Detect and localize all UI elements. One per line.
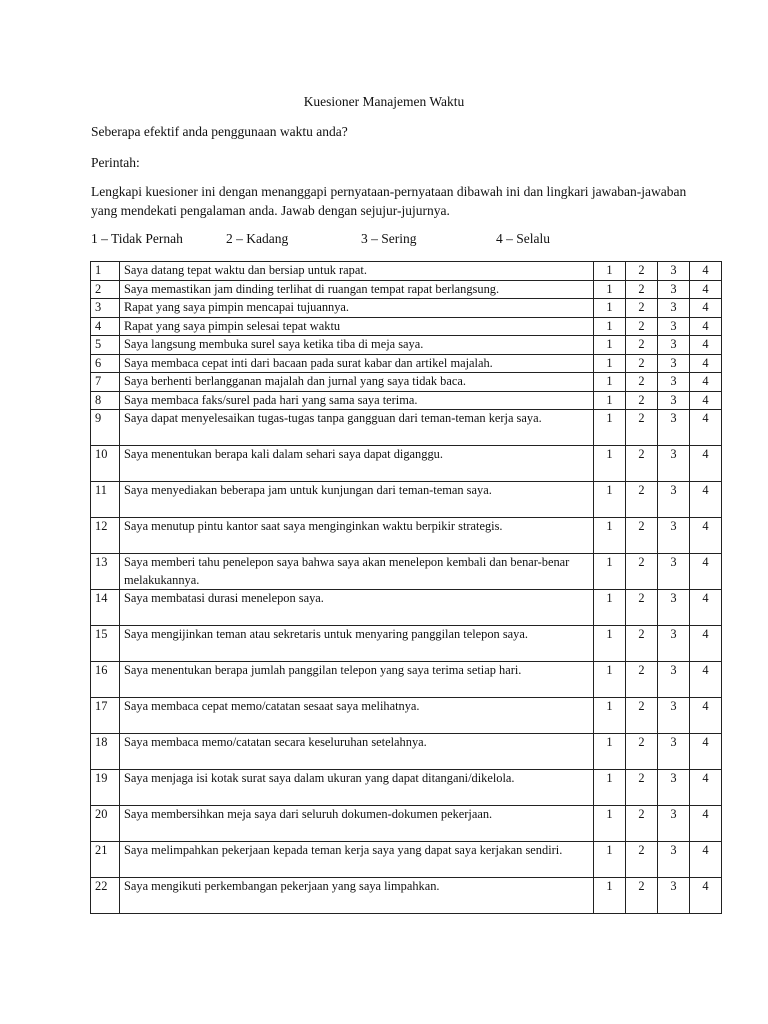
- table-row: [91, 446, 722, 482]
- rating-option-3[interactable]: 3: [658, 554, 690, 590]
- table-row: [91, 482, 722, 518]
- row-number: 17: [91, 698, 120, 734]
- rating-option-1[interactable]: 1: [594, 626, 626, 662]
- question-text: Seberapa efektif anda penggunaan waktu anda?: [91, 124, 348, 139]
- rating-option-4[interactable]: 4: [690, 518, 722, 554]
- table-row: [91, 734, 722, 770]
- rating-option-2[interactable]: 2: [626, 410, 658, 446]
- rating-option-1[interactable]: 1: [594, 842, 626, 878]
- rating-option-3[interactable]: 3: [658, 391, 690, 410]
- rating-option-2[interactable]: 2: [626, 482, 658, 518]
- rating-option-1[interactable]: 1: [594, 410, 626, 446]
- row-number: 2: [91, 280, 120, 299]
- table-row: [91, 299, 722, 318]
- row-number: 22: [91, 878, 120, 914]
- rating-option-2[interactable]: 2: [626, 554, 658, 590]
- table-row: [91, 280, 722, 299]
- rating-option-1[interactable]: 1: [594, 698, 626, 734]
- rating-option-4[interactable]: 4: [690, 554, 722, 590]
- rating-option-3[interactable]: 3: [658, 336, 690, 355]
- rating-option-3[interactable]: 3: [658, 590, 690, 626]
- row-number: 15: [91, 626, 120, 662]
- rating-option-3[interactable]: 3: [658, 410, 690, 446]
- rating-option-1[interactable]: 1: [594, 373, 626, 392]
- questionnaire-table: [90, 261, 722, 914]
- row-number: 10: [91, 446, 120, 482]
- row-number: 7: [91, 373, 120, 392]
- statement-text: Saya membatasi durasi menelepon saya.: [120, 590, 594, 626]
- statement-text: Saya memastikan jam dinding terlihat di ruangan tempat rapat berlangsung.: [120, 280, 594, 299]
- rating-option-3[interactable]: 3: [658, 662, 690, 698]
- rating-option-4[interactable]: 4: [690, 878, 722, 914]
- rating-option-3[interactable]: 3: [658, 698, 690, 734]
- statement-text: Saya memberi tahu penelepon saya bahwa saya akan menelepon kembali dan benar-benar melakukannya.: [120, 554, 594, 590]
- rating-option-4[interactable]: 4: [690, 626, 722, 662]
- row-number: 21: [91, 842, 120, 878]
- rating-option-3[interactable]: 3: [658, 518, 690, 554]
- table-row: [91, 554, 722, 590]
- rating-option-2[interactable]: 2: [626, 662, 658, 698]
- rating-option-3[interactable]: 3: [658, 262, 690, 281]
- rating-option-1[interactable]: 1: [594, 446, 626, 482]
- row-number: 14: [91, 590, 120, 626]
- row-number: 4: [91, 317, 120, 336]
- rating-option-4[interactable]: 4: [690, 662, 722, 698]
- statement-text: Saya membaca memo/catatan secara keseluruhan setelahnya.: [120, 734, 594, 770]
- rating-option-3[interactable]: 3: [658, 770, 690, 806]
- rating-option-3[interactable]: 3: [658, 626, 690, 662]
- rating-option-2[interactable]: 2: [626, 391, 658, 410]
- statement-text: Saya datang tepat waktu dan bersiap untuk rapat.: [120, 262, 594, 281]
- table-row: [91, 317, 722, 336]
- statement-text: Saya berhenti berlangganan majalah dan jurnal yang saya tidak baca.: [120, 373, 594, 392]
- rating-option-1[interactable]: 1: [594, 299, 626, 318]
- row-number: 1: [91, 262, 120, 281]
- rating-option-2[interactable]: 2: [626, 806, 658, 842]
- row-number: 18: [91, 734, 120, 770]
- rating-option-2[interactable]: 2: [626, 280, 658, 299]
- rating-option-4[interactable]: 4: [690, 336, 722, 355]
- rating-option-4[interactable]: 4: [690, 482, 722, 518]
- rating-option-4[interactable]: 4: [690, 299, 722, 318]
- statement-text: Saya menutup pintu kantor saat saya menginginkan waktu berpikir strategis.: [120, 518, 594, 554]
- statement-text: Saya menyediakan beberapa jam untuk kunjungan dari teman-teman saya.: [120, 482, 594, 518]
- rating-option-4[interactable]: 4: [690, 354, 722, 373]
- statement-text: Saya dapat menyelesaikan tugas-tugas tanpa gangguan dari teman-teman kerja saya.: [120, 410, 594, 446]
- rating-option-2[interactable]: 2: [626, 698, 658, 734]
- row-number: 16: [91, 662, 120, 698]
- rating-option-3[interactable]: 3: [658, 446, 690, 482]
- rating-option-1[interactable]: 1: [594, 554, 626, 590]
- rating-option-1[interactable]: 1: [594, 734, 626, 770]
- rating-option-2[interactable]: 2: [626, 262, 658, 281]
- rating-option-2[interactable]: 2: [626, 770, 658, 806]
- statement-text: Saya langsung membuka surel saya ketika tiba di meja saya.: [120, 336, 594, 355]
- table-row: [91, 410, 722, 446]
- rating-option-2[interactable]: 2: [626, 446, 658, 482]
- table-row: [91, 518, 722, 554]
- row-number: 13: [91, 554, 120, 590]
- statement-text: Rapat yang saya pimpin selesai tepat waktu: [120, 317, 594, 336]
- statement-text: Saya mengijinkan teman atau sekretaris untuk menyaring panggilan telepon saya.: [120, 626, 594, 662]
- rating-option-1[interactable]: 1: [594, 770, 626, 806]
- rating-option-1[interactable]: 1: [594, 354, 626, 373]
- row-number: 5: [91, 336, 120, 355]
- rating-option-4[interactable]: 4: [690, 391, 722, 410]
- statement-text: Saya membaca cepat inti dari bacaan pada surat kabar dan artikel majalah.: [120, 354, 594, 373]
- rating-option-4[interactable]: 4: [690, 590, 722, 626]
- table-row: [91, 336, 722, 355]
- rating-option-1[interactable]: 1: [594, 482, 626, 518]
- table-row: [91, 806, 722, 842]
- rating-option-3[interactable]: 3: [658, 878, 690, 914]
- table-row: [91, 662, 722, 698]
- rating-option-4[interactable]: 4: [690, 373, 722, 392]
- statement-text: Saya mengikuti perkembangan pekerjaan yang saya limpahkan.: [120, 878, 594, 914]
- rating-option-3[interactable]: 3: [658, 842, 690, 878]
- statement-text: Saya membaca faks/surel pada hari yang sama saya terima.: [120, 391, 594, 410]
- rating-option-2[interactable]: 2: [626, 878, 658, 914]
- table-row: [91, 391, 722, 410]
- rating-option-1[interactable]: 1: [594, 878, 626, 914]
- instruction-text: Lengkapi kuesioner ini dengan menanggapi pernyataan-pernyataan dibawah ini dan lingkari jawaban-jawaban yang mendekati pengalaman anda. Jawab dengan sejujur-jujurnya.: [91, 184, 687, 218]
- instruction-label: Perintah:: [91, 155, 140, 170]
- statement-text: Saya melimpahkan pekerjaan kepada teman kerja saya yang dapat saya kerjakan sendiri.: [120, 842, 594, 878]
- row-number: 11: [91, 482, 120, 518]
- rating-option-3[interactable]: 3: [658, 482, 690, 518]
- rating-option-4[interactable]: 4: [690, 842, 722, 878]
- rating-option-2[interactable]: 2: [626, 734, 658, 770]
- rating-option-3[interactable]: 3: [658, 354, 690, 373]
- statement-text: Saya membaca cepat memo/catatan sesaat saya melihatnya.: [120, 698, 594, 734]
- rating-option-4[interactable]: 4: [690, 806, 722, 842]
- rating-option-2[interactable]: 2: [626, 317, 658, 336]
- table-row: [91, 626, 722, 662]
- scale-item-4: 4 – Selalu: [496, 231, 550, 246]
- rating-option-4[interactable]: 4: [690, 280, 722, 299]
- rating-option-4[interactable]: 4: [690, 317, 722, 336]
- rating-option-4[interactable]: 4: [690, 410, 722, 446]
- table-row: [91, 354, 722, 373]
- table-row: [91, 373, 722, 392]
- statement-text: Saya membersihkan meja saya dari seluruh dokumen-dokumen pekerjaan.: [120, 806, 594, 842]
- row-number: 12: [91, 518, 120, 554]
- statement-text: Saya menentukan berapa kali dalam sehari saya dapat diganggu.: [120, 446, 594, 482]
- rating-option-1[interactable]: 1: [594, 317, 626, 336]
- rating-option-2[interactable]: 2: [626, 842, 658, 878]
- rating-option-4[interactable]: 4: [690, 262, 722, 281]
- scale-item-1: 1 – Tidak Pernah: [91, 231, 183, 246]
- table-row: [91, 878, 722, 914]
- rating-option-4[interactable]: 4: [690, 770, 722, 806]
- row-number: 3: [91, 299, 120, 318]
- rating-option-3[interactable]: 3: [658, 299, 690, 318]
- rating-option-2[interactable]: 2: [626, 590, 658, 626]
- rating-option-1[interactable]: 1: [594, 662, 626, 698]
- rating-option-4[interactable]: 4: [690, 446, 722, 482]
- rating-option-3[interactable]: 3: [658, 373, 690, 392]
- row-number: 6: [91, 354, 120, 373]
- row-number: 9: [91, 410, 120, 446]
- row-number: 19: [91, 770, 120, 806]
- statement-text: Saya menentukan berapa jumlah panggilan telepon yang saya terima setiap hari.: [120, 662, 594, 698]
- row-number: 20: [91, 806, 120, 842]
- rating-option-2[interactable]: 2: [626, 336, 658, 355]
- rating-option-2[interactable]: 2: [626, 354, 658, 373]
- rating-option-3[interactable]: 3: [658, 317, 690, 336]
- rating-option-3[interactable]: 3: [658, 734, 690, 770]
- scale-item-3: 3 – Sering: [361, 231, 417, 246]
- document-title: Kuesioner Manajemen Waktu: [303, 94, 465, 109]
- rating-option-4[interactable]: 4: [690, 698, 722, 734]
- scale-item-2: 2 – Kadang: [226, 231, 289, 246]
- table-row: [91, 842, 722, 878]
- rating-option-1[interactable]: 1: [594, 518, 626, 554]
- table-row: [91, 698, 722, 734]
- rating-option-2[interactable]: 2: [626, 299, 658, 318]
- rating-option-1[interactable]: 1: [594, 262, 626, 281]
- rating-option-3[interactable]: 3: [658, 280, 690, 299]
- rating-option-3[interactable]: 3: [658, 806, 690, 842]
- statement-text: Rapat yang saya pimpin mencapai tujuannya.: [120, 299, 594, 318]
- table-row: [91, 770, 722, 806]
- statement-text: Saya menjaga isi kotak surat saya dalam ukuran yang dapat ditangani/dikelola.: [120, 770, 594, 806]
- rating-option-1[interactable]: 1: [594, 336, 626, 355]
- rating-option-1[interactable]: 1: [594, 806, 626, 842]
- rating-option-1[interactable]: 1: [594, 391, 626, 410]
- rating-option-1[interactable]: 1: [594, 280, 626, 299]
- row-number: 8: [91, 391, 120, 410]
- table-row: [91, 262, 722, 281]
- rating-option-2[interactable]: 2: [626, 626, 658, 662]
- rating-option-4[interactable]: 4: [690, 734, 722, 770]
- table-row: [91, 590, 722, 626]
- rating-option-2[interactable]: 2: [626, 373, 658, 392]
- rating-option-1[interactable]: 1: [594, 590, 626, 626]
- rating-option-2[interactable]: 2: [626, 518, 658, 554]
